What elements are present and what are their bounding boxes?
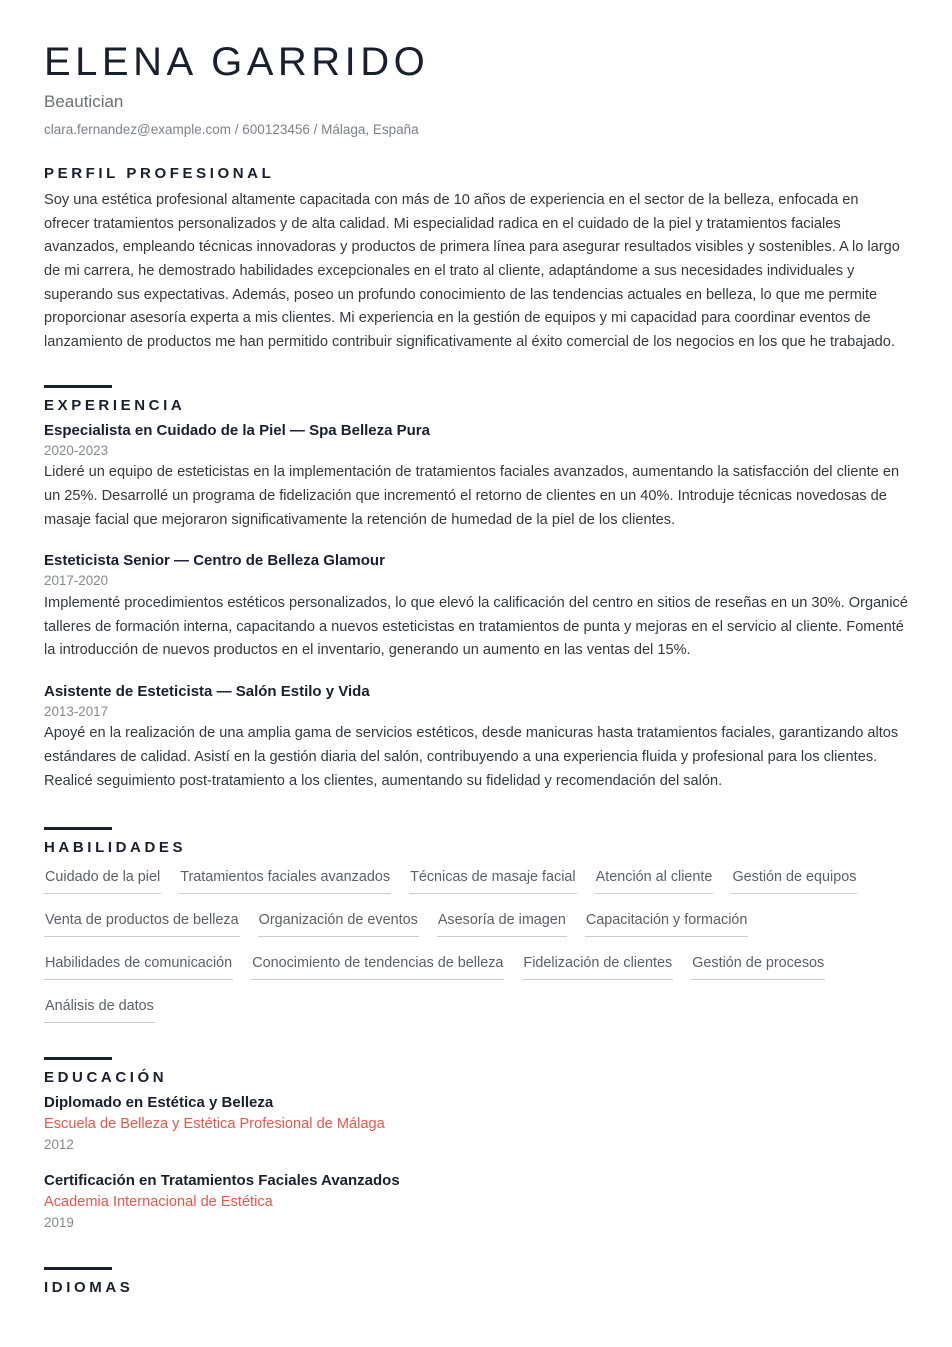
section-title-languages: IDIOMAS: [44, 1279, 134, 1297]
section-title-experience: EXPERIENCIA: [44, 396, 186, 414]
section-rule: [44, 827, 112, 830]
education-school: Academia Internacional de Estética: [44, 1193, 273, 1210]
job-heading: Especialista en Cuidado de la Piel — Spa Belleza Pura: [44, 421, 430, 439]
skill-tag: Gestión de procesos: [691, 949, 825, 980]
education-degree: Certificación en Tratamientos Faciales Avanzados: [44, 1171, 400, 1189]
job-dates: 2013-2017: [44, 704, 109, 720]
job-heading: Asistente de Esteticista — Salón Estilo y Vida: [44, 682, 370, 700]
skill-tag: Fidelización de clientes: [522, 949, 673, 980]
section-education: [44, 1057, 908, 1232]
cv-header: [44, 40, 908, 139]
candidate-name: ELENA GARRIDO: [44, 40, 430, 84]
skill-tag: Conocimiento de tendencias de belleza: [251, 949, 504, 980]
education-degree: Diplomado en Estética y Belleza: [44, 1093, 274, 1111]
skill-tag: Tratamientos faciales avanzados: [179, 863, 391, 894]
experience-item: [44, 421, 908, 533]
contact-line: clara.fernandez@example.com / 600123456 / Málaga, España: [44, 121, 419, 137]
job-heading: Esteticista Senior — Centro de Belleza Glamour: [44, 552, 385, 570]
job-dates: 2020-2023: [44, 442, 109, 458]
skill-tag: Venta de productos de belleza: [44, 906, 240, 937]
candidate-job-title: Beautician: [44, 91, 124, 111]
profile-text: Soy una estética profesional altamente capacitada con más de 10 años de experiencia en el sector de la belleza, enfocada en ofrecer tratamientos personalizados y de alta calidad. Mi especialidad radica en el cuidado de la piel y tratamientos faciales avanzados, empleando técnicas innovadoras y productos de primera línea para asegurar resultados visibles y sostenibles. A lo largo de mi carrera, he demostrado habilidades excepcionales en el trato al cliente, adaptándome a sus necesidades individuales y superando sus expectativas. Además, poseo un profundo conocimiento de las tendencias actuales en belleza, lo que me permite proporcionar asesoría experta a mis clientes. Mi experiencia en la gestión de equipos y mi capacidad para coordinar eventos de lanzamiento de productos me han permitido contribuir significativamente al éxito comercial de los negocios en los que he trabajado.: [44, 192, 900, 350]
education-year: 2012: [44, 1137, 74, 1153]
job-description: Implementé procedimientos estéticos personalizados, lo que elevó la calificación del centro en sitios de reseñas en un 30%. Organicé talleres de formación interna, capacitando a nuevos esteticistas en tratamientos de punta y mejoras en el servicio al cliente. Fomenté la introducción de nuevos productos en el inventario, generando un aumento en las ventas del 15%.: [44, 594, 908, 659]
section-rule: [44, 385, 112, 388]
section-experience: [44, 385, 908, 794]
section-title-profile: PERFIL PROFESIONAL: [44, 165, 275, 183]
section-title-education: EDUCACIÓN: [44, 1068, 168, 1086]
section-profile: [44, 165, 908, 354]
skill-tag: Análisis de datos: [44, 992, 155, 1023]
skill-tag: Atención al cliente: [595, 863, 714, 894]
education-item: [44, 1171, 908, 1232]
section-title-skills: HABILIDADES: [44, 839, 187, 857]
experience-item: [44, 682, 908, 794]
job-dates: 2017-2020: [44, 573, 109, 589]
skill-tag: Asesoría de imagen: [437, 906, 567, 937]
skill-tag: Organización de eventos: [258, 906, 419, 937]
skill-tag: Habilidades de comunicación: [44, 949, 233, 980]
section-rule: [44, 1267, 112, 1270]
experience-item: [44, 551, 908, 663]
section-languages: [44, 1267, 908, 1343]
skill-tag: Cuidado de la piel: [44, 863, 161, 894]
education-school: Escuela de Belleza y Estética Profesional de Málaga: [44, 1116, 385, 1133]
education-year: 2019: [44, 1215, 74, 1231]
skills-list: [44, 863, 908, 1035]
job-description: Lideré un equipo de esteticistas en la implementación de tratamientos faciales avanzados, aumentando la satisfacción del cliente en un 25%. Desarrollé un programa de fidelización que incrementó el retorno de clientes en un 40%. Introduje técnicas novedosas de masaje facial que mejoraron significativamente la retención de humedad de la piel de los clientes.: [44, 464, 900, 528]
education-item: [44, 1093, 908, 1154]
job-description: Apoyé en la realización de una amplia gama de servicios estéticos, desde manicuras hasta tratamientos faciales, garantizando altos estándares de calidad. Asistí en la gestión diaria del salón, contribuyendo a una experiencia fluida y profesional para los clientes. Realicé seguimiento post-tratamiento a los clientes, aumentando su fidelidad y recomendación del salón.: [44, 725, 899, 789]
section-rule: [44, 1057, 112, 1060]
skill-tag: Técnicas de masaje facial: [409, 863, 577, 894]
skill-tag: Capacitación y formación: [585, 906, 749, 937]
skill-tag: Gestión de equipos: [731, 863, 857, 894]
section-skills: [44, 827, 908, 1035]
